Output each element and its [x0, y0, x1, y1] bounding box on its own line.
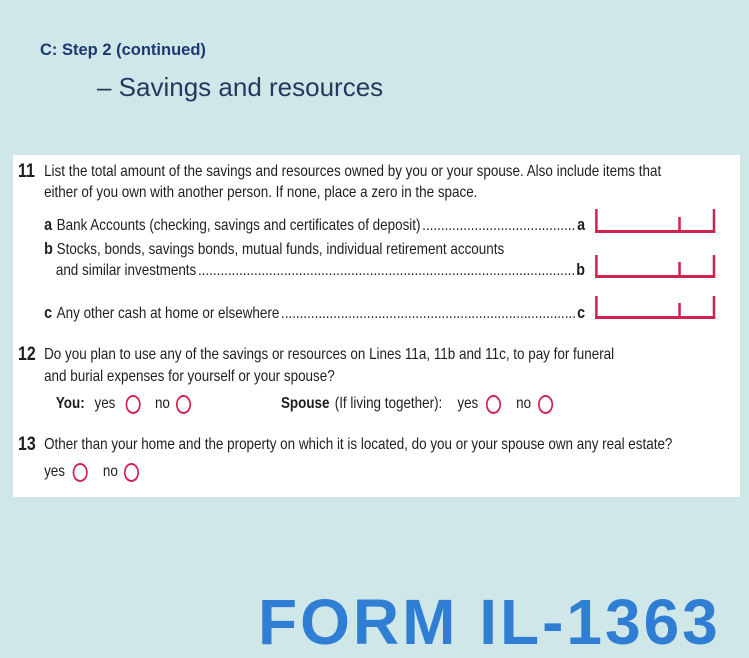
dot-leader: [198, 261, 575, 281]
q12-text-line2: and burial expenses for yourself or your spouse?: [44, 368, 335, 385]
spouse-no-radio[interactable]: [538, 395, 553, 414]
q12-text-line1: Do you plan to use any of the savings or resources on Lines 11a, 11b and 11c, to pay for funeral: [44, 346, 615, 363]
spouse-yes-label: yes: [457, 395, 479, 412]
cents-divider: [678, 262, 681, 275]
you-label: You:: [55, 395, 85, 412]
you-no-label: no: [154, 395, 170, 412]
spouse-no-label: no: [516, 395, 532, 412]
q11-number: 11: [18, 161, 35, 182]
q13-yes-label: yes: [44, 463, 66, 480]
form-panel: [13, 155, 740, 497]
amount-field-b[interactable]: [595, 255, 715, 278]
item-end-letter: a: [577, 215, 586, 234]
step-title: C: Step 2 (continued): [40, 41, 206, 59]
you-yes-label: yes: [94, 395, 116, 412]
dot-leader: [422, 216, 575, 236]
q13-number: 13: [18, 434, 36, 455]
q13-text: Other than your home and the property on which it is located, do you or your spouse own any real estate?: [44, 436, 673, 453]
item-end-letter: b: [576, 260, 586, 279]
you-no-radio[interactable]: [176, 395, 191, 414]
q13-yes-radio[interactable]: [73, 463, 88, 482]
item-letter: c: [44, 303, 53, 322]
item-label-continued: and similar investments: [55, 262, 197, 279]
dot-leader: [281, 304, 575, 324]
amount-field-a[interactable]: [595, 209, 715, 233]
form-name-heading: FORM IL-1363: [258, 586, 721, 658]
form-content: [13, 155, 740, 497]
spouse-yes-radio[interactable]: [486, 395, 501, 414]
amount-field-c[interactable]: [595, 296, 715, 319]
q12-number: 12: [18, 344, 36, 365]
q11-text-line2: either of you own with another person. If none, place a zero in the space.: [44, 184, 478, 201]
you-yes-radio[interactable]: [126, 395, 141, 414]
item-label: Bank Accounts (checking, savings and certificates of deposit): [56, 217, 421, 234]
item-label: Stocks, bonds, savings bonds, mutual funds, individual retirement accounts: [56, 241, 505, 258]
cents-divider: [678, 217, 681, 230]
q13-no-radio[interactable]: [124, 463, 139, 482]
q11-text-line1: List the total amount of the savings and resources owned by you or your spouse. Also include items that: [44, 163, 662, 180]
item-end-letter: c: [577, 303, 586, 322]
q11-item-b: [44, 239, 504, 260]
item-label: Any other cash at home or elsewhere: [56, 305, 280, 322]
q11-item-c: [44, 303, 585, 324]
q11-item-b-continued: [56, 260, 585, 281]
q13-no-label: no: [102, 463, 118, 480]
spouse-label: Spouse: [280, 395, 330, 412]
cents-divider: [678, 303, 681, 316]
item-letter: a: [44, 215, 53, 234]
spouse-note: (If living together):: [334, 395, 443, 412]
item-letter: b: [44, 239, 53, 258]
q11-item-a: [44, 215, 585, 236]
slide-subtitle: – Savings and resources: [97, 72, 384, 102]
